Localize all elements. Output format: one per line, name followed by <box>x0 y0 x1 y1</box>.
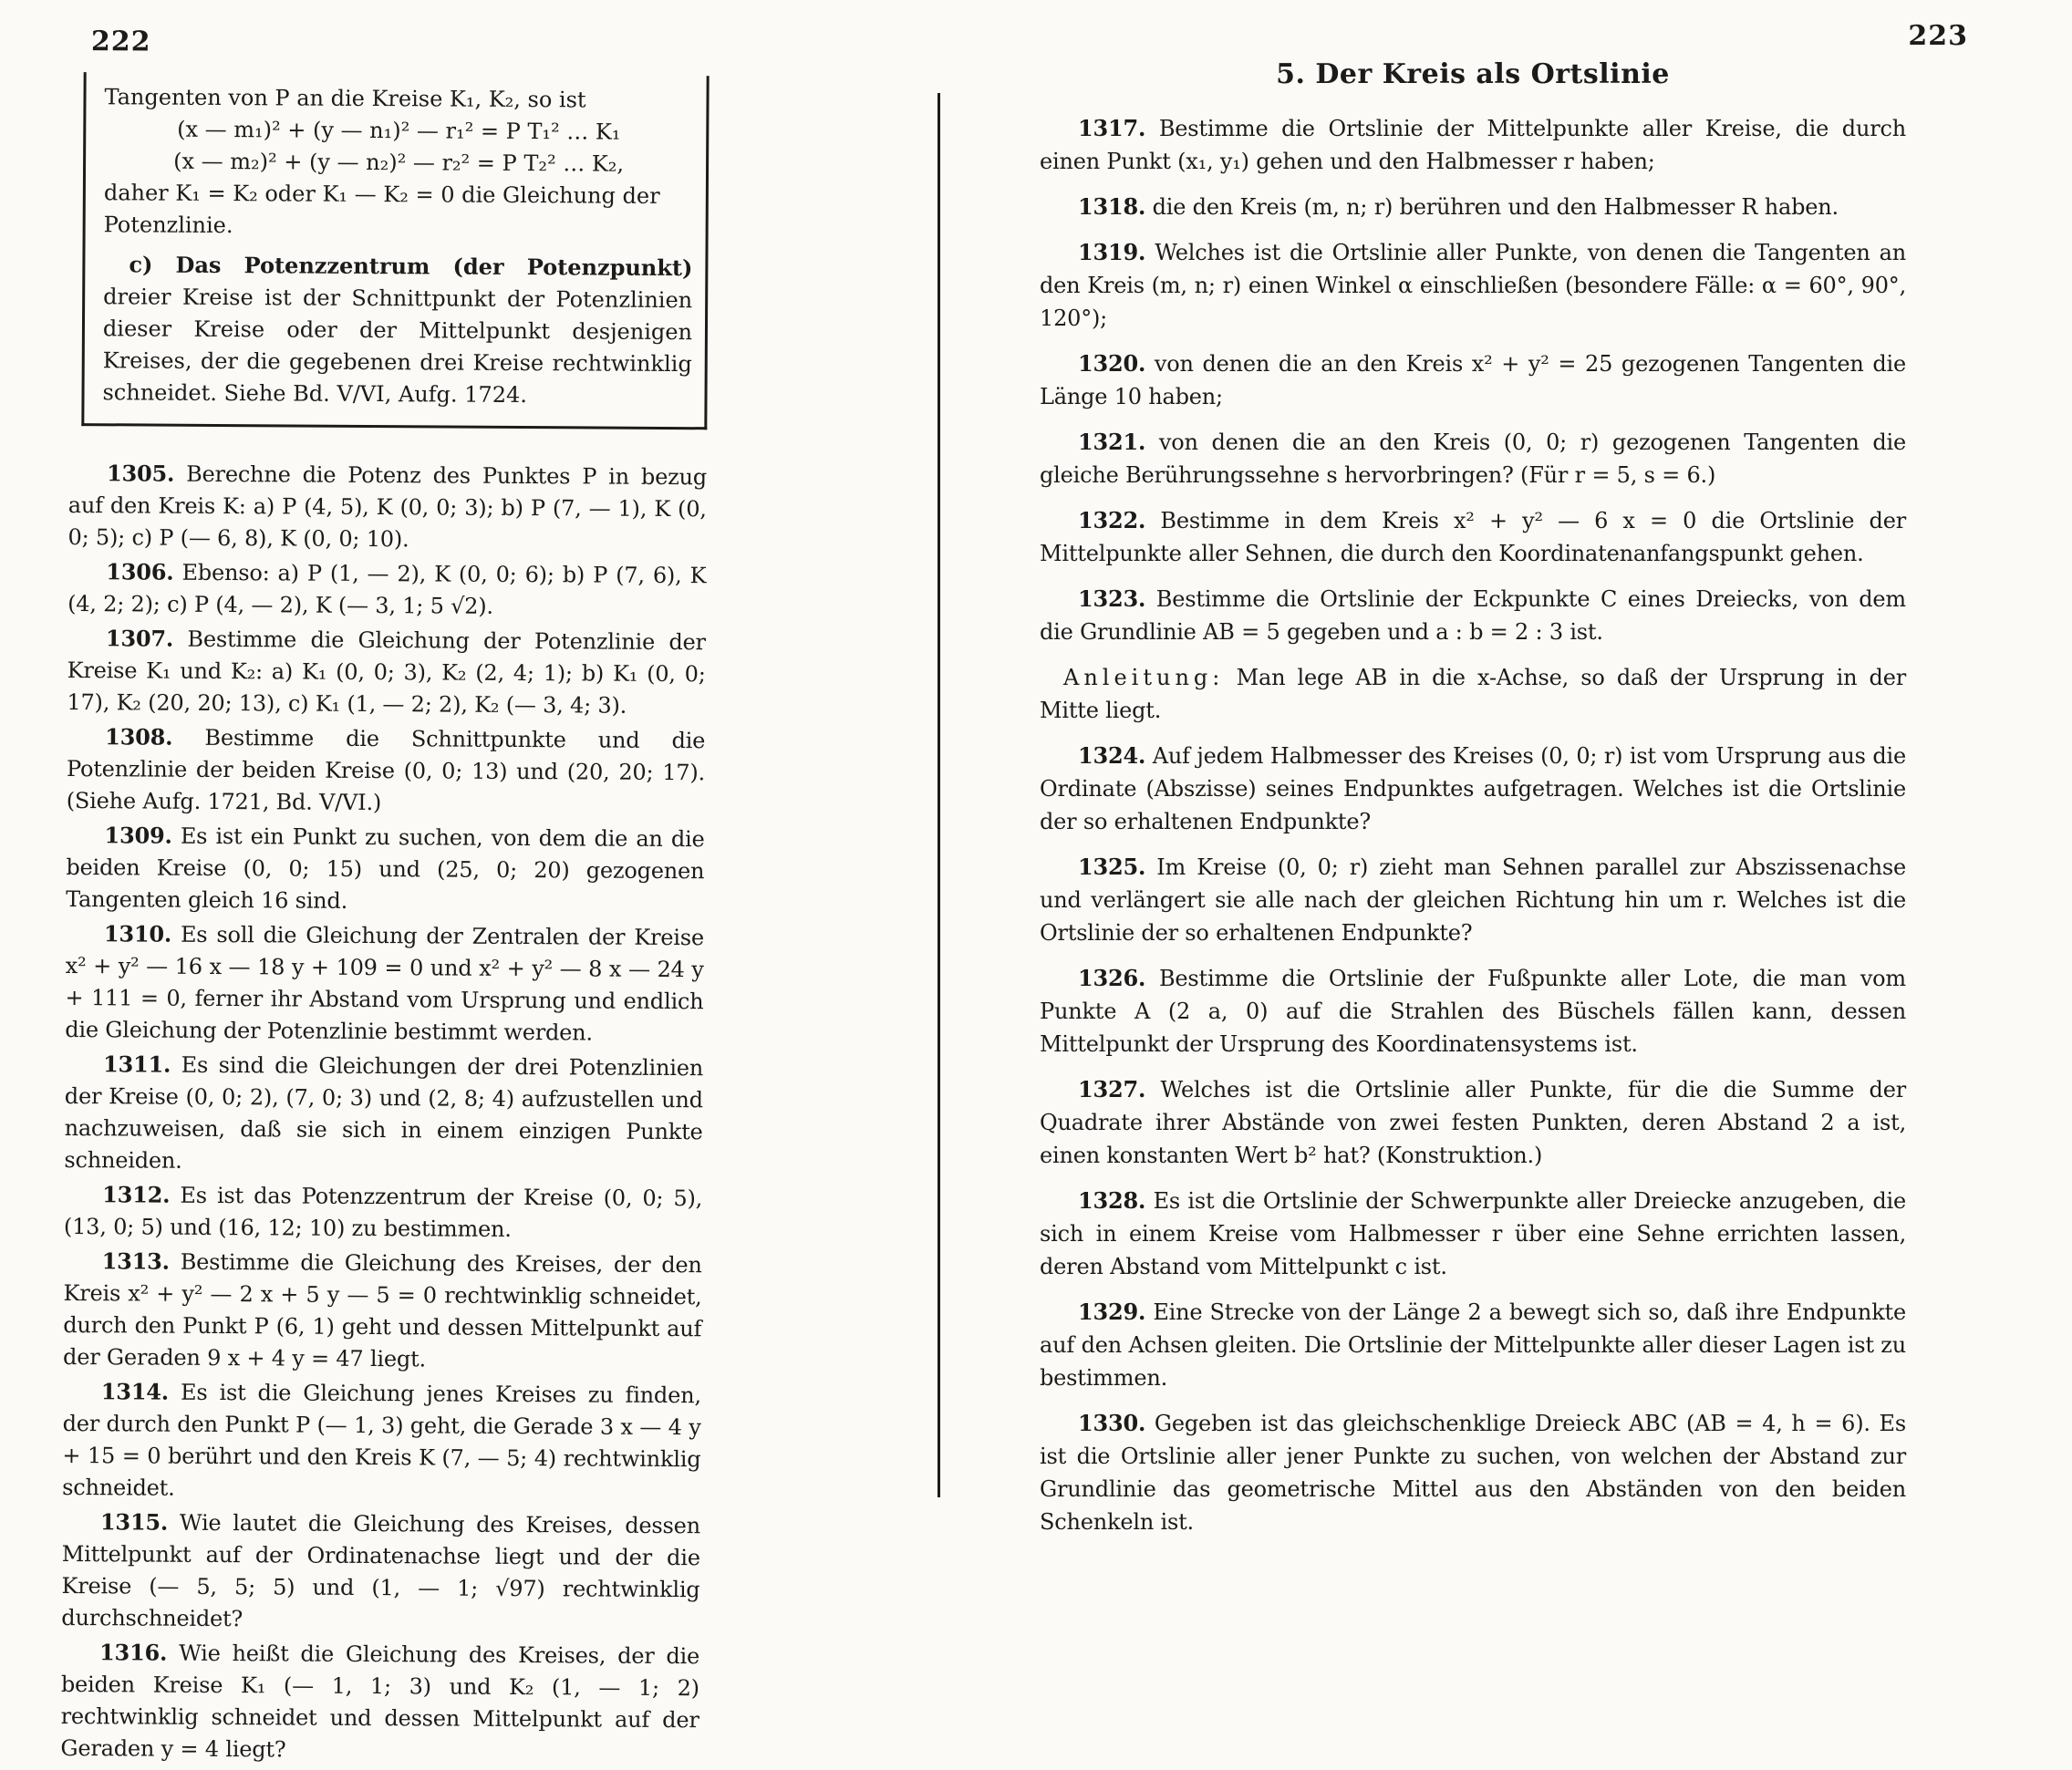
problem <box>1040 1185 1906 1283</box>
problem-text: Es sind die Gleichungen der drei Potenzlinien der Kreise (0, 0; 2), (7, 0; 3) und (2, 8; 4) aufzustellen und nachzuweisen, daß sie sich in einem einzigen Punkte schneiden. <box>64 1051 704 1174</box>
problem-text: Es soll die Gleichung der Zentralen der Kreise x² + y² — 16 x — 18 y + 109 = 0 und x² + y² — 8 x — 24 y + 111 = 0, ferner ihr Abstand vom Ursprung und endlich die Gleichung der Potenzlinie bestimmt werden. <box>65 921 704 1046</box>
problem-text: Es ist die Gleichung jenes Kreises zu finden, der durch den Punkt P (— 1, 3) geht, die Gerade 3 x — 4 y + 15 = 0 berührt und den Kreis K (7, — 5; 4) rechtwinklig schneidet. <box>62 1379 701 1501</box>
box-item-c <box>102 248 692 412</box>
problem-number: 1326. <box>1078 965 1146 991</box>
problem <box>1040 504 1906 570</box>
problem-number: 1329. <box>1078 1299 1146 1325</box>
problem-text: Man lege AB in die x-Achse, so daß der Ursprung in der Mitte liegt. <box>1040 665 1906 723</box>
problem-text: Bestimme die Gleichung des Kreises, der den Kreis x² + y² — 2 x + 5 y — 5 = 0 rechtwinklig schneidet, durch den Punkt P (6, 1) geht und dessen Mittelpunkt auf der Geraden 9 x + 4 y = 47 liegt. <box>62 1248 702 1372</box>
problem <box>1040 347 1906 413</box>
problem <box>1040 851 1906 949</box>
problem <box>1040 583 1906 648</box>
problem-number: 1320. <box>1078 350 1146 377</box>
problem-number: 1319. <box>1078 239 1146 265</box>
problem-text: Ebenso: a) P (1, — 2), K (0, 0; 6); b) P (7, 6), K (4, 2; 2); c) P (4, — 2), K (— 3, 1; 5 √2). <box>67 559 707 619</box>
box-conclusion: daher K₁ = K₂ oder K₁ — K₂ = 0 die Gleichung der Potenzlinie. <box>103 180 660 239</box>
problem <box>1040 1407 1906 1538</box>
problem-number: 1314. <box>100 1378 170 1405</box>
box-formula-2: (x — m₂)² + (y — n₂)² — r₂² = P T₂² … K₂, <box>173 148 625 177</box>
problem <box>1040 661 1906 727</box>
section-heading: 5. Der Kreis als Ortslinie <box>1276 58 1670 90</box>
left-problem-list <box>60 457 707 1768</box>
problem-text: Es ist ein Punkt zu suchen, von dem die an die beiden Kreise (0, 0; 15) und (25, 0; 20) gezogenen Tangenten gleich 16 sind. <box>66 823 705 914</box>
problem-text: Gegeben ist das gleichschenklige Dreieck ABC (AB = 4, h = 6). Es ist die Ortslinie aller jener Punkte zu suchen, von welchen der Abstand zur Grundlinie das geometrische Mittel aus den Abständen von den beiden Schenkeln ist. <box>1040 1411 1906 1535</box>
left-page <box>60 26 710 1770</box>
page-gutter-divider <box>938 93 940 1497</box>
problem-number: Anleitung: <box>1063 665 1225 690</box>
problem-number: 1324. <box>1078 742 1146 769</box>
problem-number: 1327. <box>1078 1076 1146 1102</box>
problem-number: 1305. <box>106 460 175 487</box>
left-page-number: 222 <box>90 26 151 58</box>
problem-text: Bestimme in dem Kreis x² + y² — 6 x = 0 die Ortslinie der Mittelpunkte aller Sehnen, die durch den Koordinatenanfangspunkt gehen. <box>1040 508 1906 566</box>
problem <box>64 1048 703 1180</box>
problem <box>62 1375 701 1507</box>
problem-number: 1309. <box>104 822 172 849</box>
problem-text: Bestimme die Schnittpunkte und die Potenzlinie der beiden Kreise (0, 0; 13) und (20, 20; 17). (Siehe Aufg. 1721, Bd. V/VI.) <box>66 724 706 816</box>
theory-box <box>81 72 709 430</box>
problem-number: 1323. <box>1078 585 1146 612</box>
problem-number: 1321. <box>1078 429 1146 455</box>
problem-number: 1312. <box>102 1181 171 1208</box>
problem-text: Bestimme die Ortslinie der Fußpunkte aller Lote, die man vom Punkte A (2 a, 0) auf die Strahlen des Büschels fällen kann, dessen Mittelpunkt der Ursprung des Koordinatensystems ist. <box>1040 966 1906 1057</box>
problem <box>1040 236 1906 335</box>
problem-number: 1317. <box>1078 115 1146 141</box>
problem-text: von denen die an den Kreis (0, 0; r) gezogenen Tangenten die gleiche Berührungssehne s hervorbringen? (Für r = 5, s = 6.) <box>1040 430 1906 488</box>
problem <box>1040 1073 1906 1172</box>
problem-number: 1330. <box>1078 1410 1146 1436</box>
problem-text: Bestimme die Gleichung der Potenzlinie der Kreise K₁ und K₂: a) K₁ (0, 0; 3), K₂ (2, 4; 1); b) K₁ (0, 0; 17), K₂ (20, 20; 13), c) K₁ (1, — 2; 2), K₂ (— 3, 4; 3). <box>67 626 706 719</box>
problem <box>67 555 706 624</box>
problem-number: 1328. <box>1078 1187 1146 1214</box>
right-page <box>1040 18 1968 1551</box>
problem-number: 1315. <box>99 1508 169 1536</box>
problem-text: Eine Strecke von der Länge 2 a bewegt sich so, daß ihre Endpunkte auf den Achsen gleiten. Die Ortslinie der Mittelpunkte aller dieser Lagen ist zu bestimmen. <box>1040 1299 1906 1391</box>
right-problem-list <box>1040 112 1906 1538</box>
problem-number: 1325. <box>1078 854 1146 880</box>
problem-number: 1316. <box>99 1639 168 1666</box>
problem-number: 1310. <box>103 920 172 947</box>
problem-text: Wie lautet die Gleichung des Kreises, dessen Mittelpunkt auf der Ordinatenachse liegt und der die Kreise (— 5, 5; 5) und (1, — 1; √97) rechtwinklig durchschneidet? <box>61 1509 701 1632</box>
problem <box>67 622 706 722</box>
box-item-c-label: c) Das Potenzzentrum (der Potenzpunkt) <box>129 251 693 282</box>
problem-number: 1308. <box>105 723 173 750</box>
box-intro: Tangenten von P an die Kreise K₁, K₂, so ist <box>104 84 586 113</box>
problem-number: 1318. <box>1078 193 1146 220</box>
problem-text: Welches ist die Ortslinie aller Punkte, von denen die Tangenten an den Kreis (m, n; r) einen Winkel α einschließen (besondere Fälle: α = 60°, 90°, 120°); <box>1040 240 1906 331</box>
problem-text: Wie heißt die Gleichung des Kreises, der die beiden Kreise K₁ (— 1, 1; 3) und K₂ (1, — 1; 2) rechtwinklig schneidet und dessen Mittelpunkt auf der Geraden y = 4 liegt? <box>60 1640 700 1763</box>
problem <box>67 720 706 821</box>
problem-text: Es ist das Potenzzentrum der Kreise (0, 0; 5), (13, 0; 5) und (16, 12; 10) zu bestimmen. <box>63 1182 703 1242</box>
problem-number: 1311. <box>102 1051 171 1078</box>
problem-text: Im Kreise (0, 0; r) zieht man Sehnen parallel zur Abszissenachse und verlängert sie alle nach der gleichen Richtung hin um r. Welches ist die Ortslinie der so erhaltenen Endpunkte? <box>1040 854 1906 946</box>
box-item-c-text: dreier Kreise ist der Schnittpunkt der Potenzlinien dieser Kreise oder der Mittelpunkt desjenigen Kreises, der die gegebenen drei Kreise rechtwinklig schneidet. Siehe Bd. V/VI, Aufg. 1724. <box>102 284 693 409</box>
problem <box>1040 112 1906 178</box>
problem <box>1040 426 1906 492</box>
problem <box>61 1506 700 1638</box>
problem-text: Welches ist die Ortslinie aller Punkte, für die die Summe der Quadrate ihrer Abstände von zwei festen Punkten, deren Abstand 2 a ist, einen konstanten Wert b² hat? (Konstruktion.) <box>1040 1077 1906 1168</box>
problem <box>66 819 705 919</box>
problem <box>1040 740 1906 838</box>
problem <box>60 1636 699 1768</box>
right-page-number: 223 <box>1908 20 1968 52</box>
problem-text: Berechne die Potenz des Punktes P in bezug auf den Kreis K: a) P (4, 5), K (0, 0; 3); b) P (7, — 1), K (0, 0; 5); c) P (— 6, 8), K (0, 0; 10). <box>67 461 708 553</box>
problem <box>67 457 707 557</box>
problem <box>1040 962 1906 1061</box>
problem-number: 1313. <box>101 1247 170 1275</box>
problem-text: die den Kreis (m, n; r) berühren und den Halbmesser R haben. <box>1152 194 1839 220</box>
box-formula-1: (x — m₁)² + (y — n₁)² — r₁² = P T₁² … K₁ <box>177 116 621 145</box>
problem <box>1040 191 1906 223</box>
problem-text: Bestimme die Ortslinie der Eckpunkte C eines Dreiecks, von dem die Grundlinie AB = 5 gegeben und a : b = 2 : 3 ist. <box>1040 586 1906 645</box>
problem-number: 1322. <box>1078 507 1146 533</box>
problem-number: 1307. <box>105 625 174 652</box>
problem-text: von denen die an den Kreis x² + y² = 25 gezogenen Tangenten die Länge 10 haben; <box>1040 351 1906 409</box>
problem <box>64 1178 702 1247</box>
problem <box>63 1245 702 1377</box>
problem <box>1040 1296 1906 1394</box>
problem-text: Auf jedem Halbmesser des Kreises (0, 0; r) ist vom Ursprung aus die Ordinate (Abszisse) seines Endpunktes aufgetragen. Welches ist die Ortslinie der so erhaltenen Endpunkte? <box>1040 743 1906 834</box>
problem-text: Es ist die Ortslinie der Schwerpunkte aller Dreiecke anzugeben, die sich in einem Kreise vom Halbmesser r über eine Sehne errichten lassen, deren Abstand vom Mittelpunkt c ist. <box>1040 1188 1906 1279</box>
problem <box>65 917 704 1050</box>
problem-number: 1306. <box>106 558 174 585</box>
problem-text: Bestimme die Ortslinie der Mittelpunkte aller Kreise, die durch einen Punkt (x₁, y₁) gehen und den Halbmesser r haben; <box>1040 116 1906 174</box>
